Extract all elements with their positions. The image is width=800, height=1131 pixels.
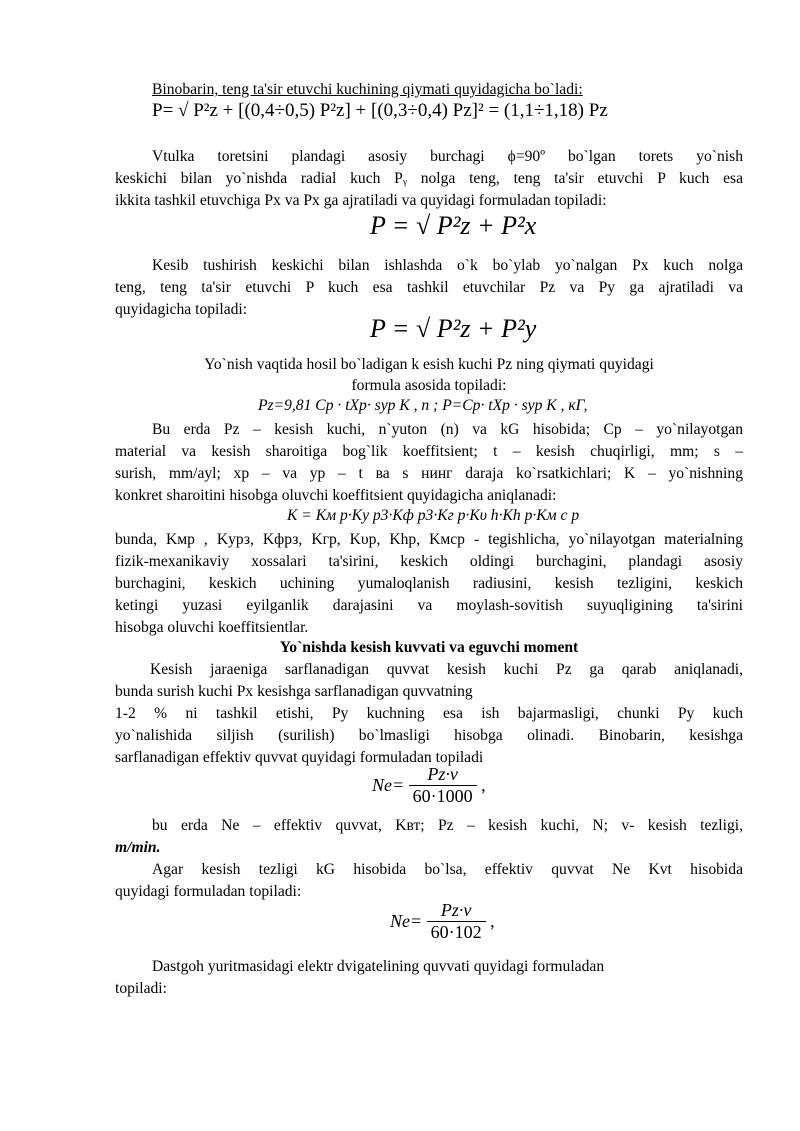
text-line: konkret sharoitini hisobga oluvchi koeffitsient quyidagicha aniqlanadi: — [115, 487, 557, 504]
text-line: Agar kesish tezligi kG hisobida bo`lsa, effektiv quvvat Ne Kvt hisobida — [152, 861, 743, 878]
text-line: formula asosida topiladi: — [351, 377, 507, 394]
fraction-numerator: Pz·v — [409, 764, 477, 786]
equation-comma: , — [481, 775, 486, 795]
text-line: Kesish jaraeniga sarflanadigan quvvat kesish kuchi Pz ga qarab aniqlanadi, — [150, 661, 743, 678]
text-line: hisobga oluvchi koeffitsientlar. — [115, 619, 309, 636]
text-line: bu erda Ne – effektiv quvvat, Kвт; Pz – kesish kuchi, N; v- kesish tezligi, — [152, 817, 743, 834]
equation-p-zx: P = √ P²z + P²x — [370, 211, 537, 240]
fraction-denominator: 60·1000 — [412, 786, 473, 806]
text-line: keskichi bilan yo`nishda radial kuch Pᵧ nolga teng, teng ta'sir etuvchi P kuch esa — [115, 170, 743, 187]
equation-lhs: Ne= — [390, 911, 423, 931]
text-line: bunda surish kuchi Px kesishga sarflanadigan quvvatning — [115, 683, 473, 700]
text-line: fizik-mexanikaviy xossalari ta'sirini, keskich oldingi burchagini, plandagi asosiy — [115, 553, 743, 570]
text-line: Vtulka toretsini plandagi asosiy burchagi ϕ=90º bo`lgan torets yo`nish — [152, 148, 743, 165]
fraction — [409, 764, 477, 807]
text-line: teng, teng ta'sir etuvchi P kuch esa tashkil etuvchilar Pz va Py ga ajratiladi va — [115, 279, 743, 296]
text-line: Kesib tushirish keskichi bilan ishlashda o`k bo`ylab yo`nalgan Px kuch nolga — [152, 257, 743, 274]
fraction — [427, 900, 486, 943]
fraction-denominator: 60·102 — [430, 922, 482, 942]
text-line: yo`nalishida siljish (surilish) bo`lmasligi hisobga olinadi. Binobarin, kesishga — [115, 727, 743, 744]
text-line: quyidagi formuladan topiladi: — [115, 883, 302, 900]
text-line: Binobarin, teng ta'sir etuvchi kuchining qiymati quyidagicha bo`ladi: — [152, 81, 583, 98]
text-line: Dastgoh yuritmasidagi elektr dvigatelining quvvati quyidagi formuladan — [152, 958, 605, 975]
text-line: bunda, Kмр , Kурз, Kфрз, Kгр, Kυр, Khp, Kмср - tegishlicha, yo`nilayotgan materialning — [115, 531, 743, 548]
equation-pz: Pz=9,81 Cp · tXp· syp K , n ; P=Cp· tXp · syp K , кГ, — [258, 397, 588, 414]
text-line: ketingi yuzasi eyilganlik darajasini va moylash-sovitish suyuqligining ta'sirini — [115, 597, 743, 614]
equation-resultant-force: P= √ P²z + [(0,4÷0,5) P²z] + [(0,3÷0,4) Pz]² = (1,1÷1,18) Pz — [152, 100, 608, 121]
text-line: material va kesish sharoitiga bog`lik koeffitsient; t – kesish chuqirligi, mm; s – — [115, 443, 743, 460]
text-line: quyidagicha topiladi: — [115, 301, 248, 318]
equation-p-zy: P = √ P²z + P²y — [370, 314, 537, 343]
fraction-numerator: Pz·v — [427, 900, 486, 922]
section-heading: Yo`nishda kesish kuvvati va eguvchi moment — [279, 639, 579, 656]
text-line: Bu erda Pz – kesish kuchi, n`yuton (n) va kG hisobida; Cp – yo`nilayotgan — [152, 421, 743, 438]
equation-ne-kg — [390, 900, 495, 943]
text-line: 1-2 % ni tashkil etishi, Py kuchning esa ish bajarmasligi, chunki Py kuch — [115, 705, 743, 722]
text-line: ikkita tashkil etuvchiga Px va Px ga ajratiladi va quyidagi formuladan topiladi: — [115, 192, 607, 209]
text-line: Yo`nish vaqtida hosil bo`ladigan k esish kuchi Pz ning qiymati quyidagi — [204, 356, 654, 373]
text-line: m/min. — [115, 839, 161, 856]
equation-ne-newton — [372, 764, 486, 807]
equation-lhs: Ne= — [372, 775, 405, 795]
text-line: surish, mm/ayl; xp – va yp – t ва s нинг daraja ko`rsatkichlari; K – yo`nishning — [115, 465, 743, 482]
equation-comma: , — [490, 911, 495, 931]
equation-k: K = Kм p·Kу p3·Kф p3·Kг p·Kυ h·Kh p·Kм c p — [287, 507, 580, 524]
text-line: burchagini, keskich uchining yumaloqlanish radiusini, kesish tezligini, keskich — [115, 575, 743, 592]
text-line: topiladi: — [115, 980, 167, 997]
text-line: sarflanadigan effektiv quvvat quyidagi formuladan topiladi — [115, 749, 484, 766]
